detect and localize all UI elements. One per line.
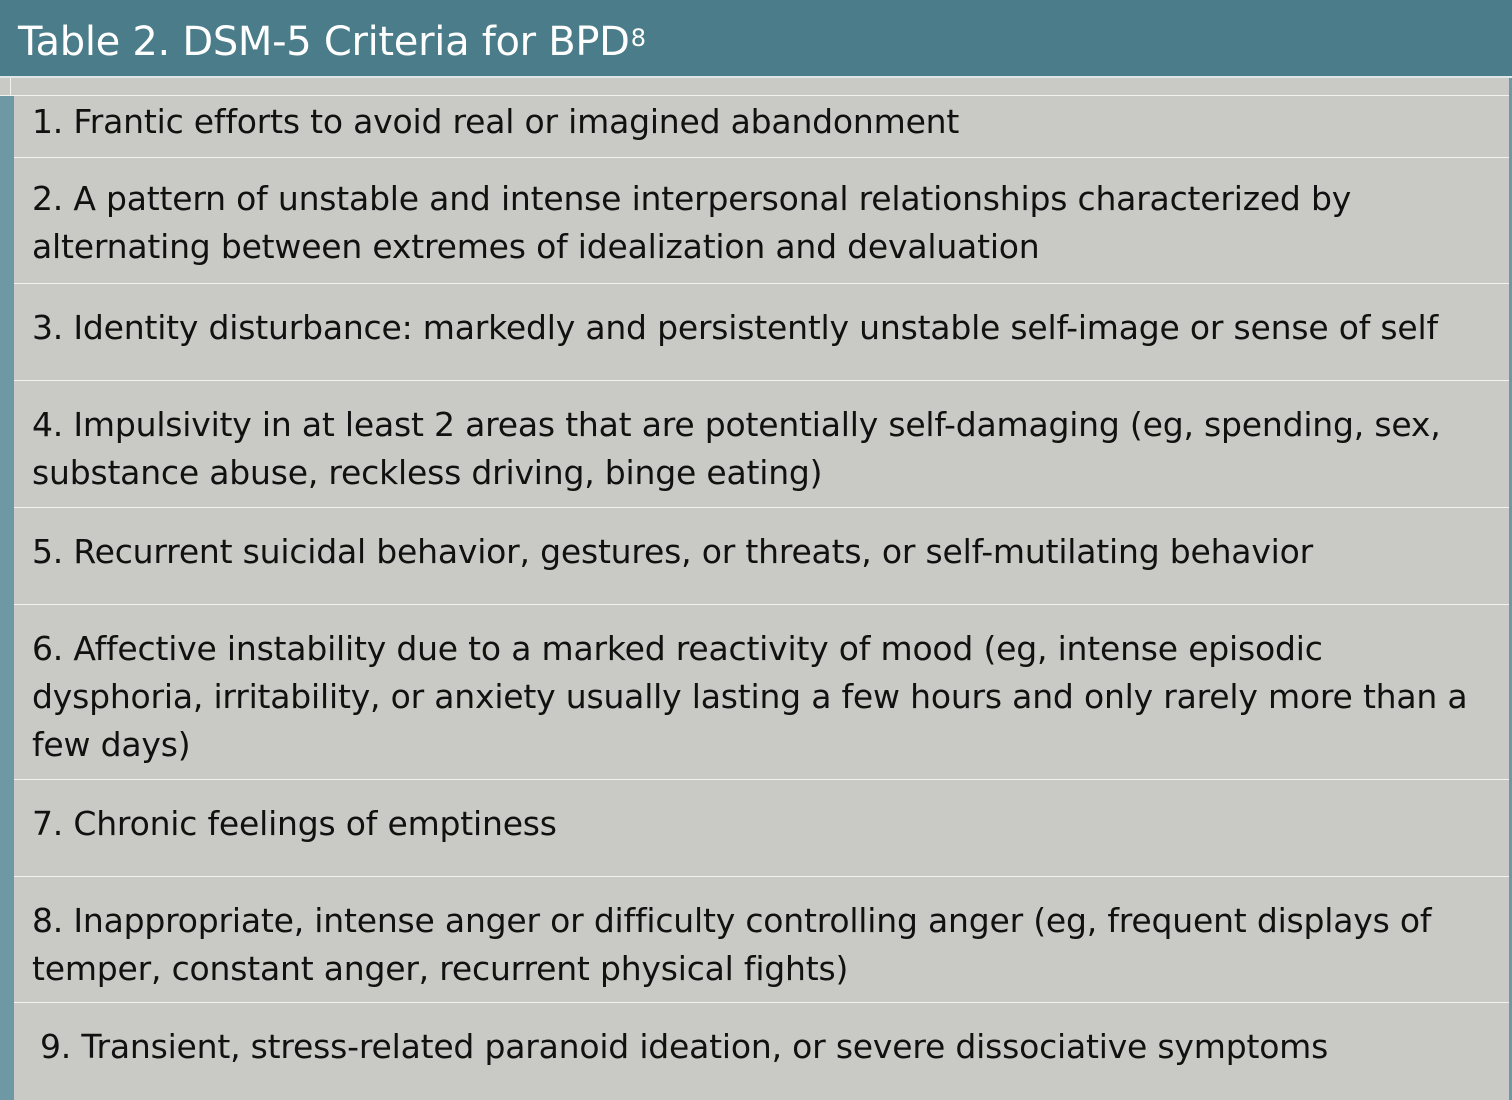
table-row	[14, 1003, 1509, 1100]
table-row	[14, 284, 1509, 381]
table-row	[14, 508, 1509, 605]
criterion-text: 9. Transient, stress-related paranoid ideation, or severe dissociative symptoms	[40, 1027, 1329, 1066]
criterion-text: 7. Chronic feelings of emptiness	[32, 804, 557, 843]
criterion-text: 4. Impulsivity in at least 2 areas that are potentially self-damaging (eg, spending, sex, substance abuse, reckless driving, binge eating)	[32, 405, 1441, 492]
criterion-text: 6. Affective instability due to a marked reactivity of mood (eg, intense episodic dysphoria, irritability, or anxiety usually lasting a few hours and only rarely more than a few days)	[32, 629, 1468, 764]
criterion-text: 2. A pattern of unstable and intense interpersonal relationships characterized by alternating between extremes of idealization and devaluation	[32, 179, 1352, 266]
table-title-bar	[0, 0, 1512, 78]
criterion-text: 1. Frantic efforts to avoid real or imagined abandonment	[32, 102, 960, 141]
table-row	[14, 96, 1509, 158]
table-spacer-cell	[0, 78, 11, 95]
table-row	[14, 158, 1509, 284]
table-spacer-row	[0, 78, 1512, 96]
table-title	[18, 18, 646, 66]
table-row	[14, 381, 1509, 508]
criterion-text: 3. Identity disturbance: markedly and persistently unstable self-image or sense of self	[32, 308, 1438, 347]
table-title-footnote: 8	[630, 24, 646, 52]
criterion-text: 8. Inappropriate, intense anger or difficulty controlling anger (eg, frequent displays of temper, constant anger, recurrent physical fights)	[32, 901, 1432, 988]
criterion-text: 5. Recurrent suicidal behavior, gestures, or threats, or self-mutilating behavior	[32, 532, 1313, 571]
table-title-text: Table 2. DSM-5 Criteria for BPD	[18, 19, 630, 65]
table-row	[14, 605, 1509, 780]
table-left-accent-stripe	[0, 96, 14, 1100]
table-row	[14, 877, 1509, 1003]
table-row	[14, 780, 1509, 877]
